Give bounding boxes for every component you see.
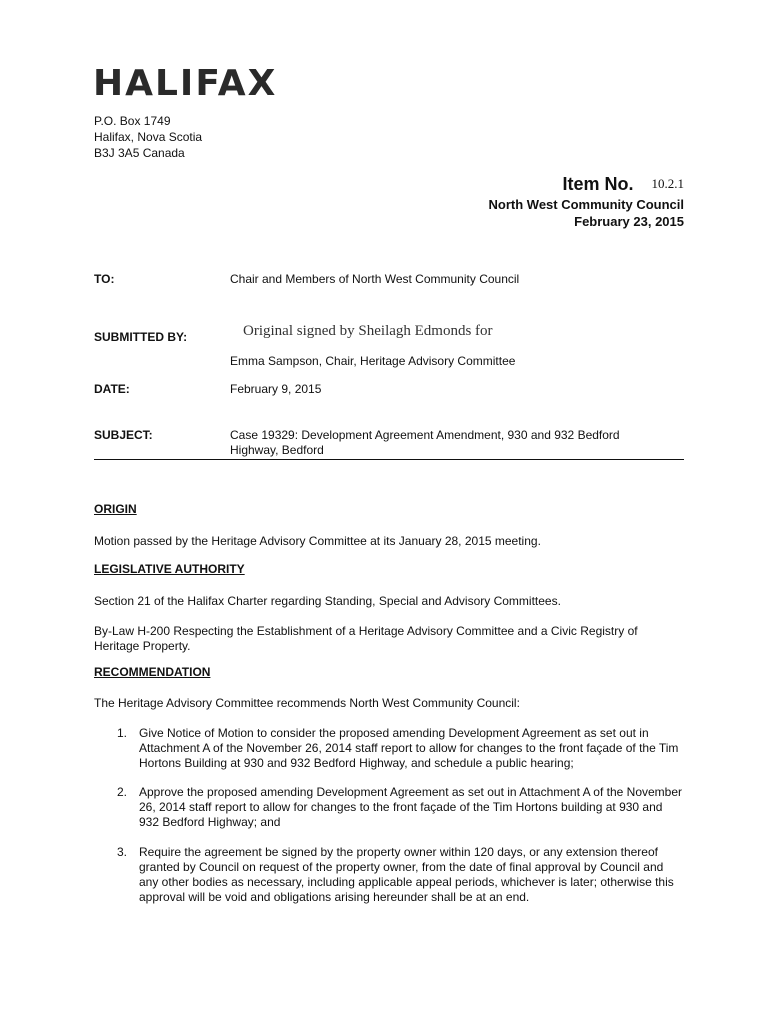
subject-label: SUBJECT: — [94, 428, 153, 442]
legislative-heading: LEGISLATIVE AUTHORITY — [94, 562, 245, 576]
recommendation-number: 2. — [117, 785, 128, 799]
date-label: DATE: — [94, 382, 130, 396]
recommendation-item: Approve the proposed amending Development Agreement as set out in Attachment A of the November 26, 2014 staff report to allow for changes to the front façade of the Tim Hortons building at 930 and 932 Bedford Highway; and — [139, 785, 682, 829]
origin-heading: ORIGIN — [94, 502, 137, 516]
legislative-text-1: Section 21 of the Halifax Charter regarding Standing, Special and Advisory Committees. — [94, 594, 561, 608]
recommendation-number: 3. — [117, 845, 128, 859]
to-label: TO: — [94, 272, 115, 286]
date-value: February 9, 2015 — [230, 382, 322, 396]
recommendation-item: Require the agreement be signed by the property owner within 120 days, or any extension thereof granted by Council on request of the property owner, from the date of final approval by Council and any other bodies as necessary, including applicable appeal periods, whichever is later; otherwise this approval will be void and obligations arising hereunder shall be at an end. — [139, 845, 674, 904]
origin-text: Motion passed by the Heritage Advisory Committee at its January 28, 2015 meeting. — [94, 534, 541, 548]
recommendation-heading: RECOMMENDATION — [94, 665, 211, 679]
submitted-by-label: SUBMITTED BY: — [94, 330, 188, 344]
header-divider — [94, 459, 684, 460]
recommendation-number: 1. — [117, 726, 128, 740]
legislative-text-2: By-Law H-200 Respecting the Establishment of a Heritage Advisory Committee and a Civic Registry of Heritage Property. — [94, 624, 638, 653]
to-value: Chair and Members of North West Community Council — [230, 272, 520, 286]
signed-note: Original signed by Sheilagh Edmonds for — [243, 323, 493, 339]
item-number-line — [489, 172, 684, 196]
address-line: P.O. Box 1749 — [94, 114, 171, 128]
item-label: Item No. — [562, 174, 634, 194]
address-line: Halifax, Nova Scotia — [94, 130, 203, 144]
item-block — [489, 172, 684, 230]
meeting-date: February 23, 2015 — [574, 214, 684, 229]
address-line: B3J 3A5 Canada — [94, 146, 185, 160]
council-name: North West Community Council — [488, 197, 684, 212]
mailing-address — [94, 113, 202, 161]
submitted-by-value: Emma Sampson, Chair, Heritage Advisory Committee — [230, 354, 516, 368]
item-number: 10.2.1 — [651, 176, 684, 191]
subject-value: Case 19329: Development Agreement Amendment, 930 and 932 Bedford Highway, Bedford — [230, 428, 620, 457]
recommendation-intro: The Heritage Advisory Committee recommends North West Community Council: — [94, 696, 520, 710]
halifax-logo: HALIFAX — [93, 63, 278, 104]
recommendation-item: Give Notice of Motion to consider the proposed amending Development Agreement as set out in Attachment A of the November 26, 2014 staff report to allow for changes to the front façade of the Tim Hortons Building at 930 and 932 Bedford Highway, and schedule a public hearing; — [139, 726, 679, 770]
